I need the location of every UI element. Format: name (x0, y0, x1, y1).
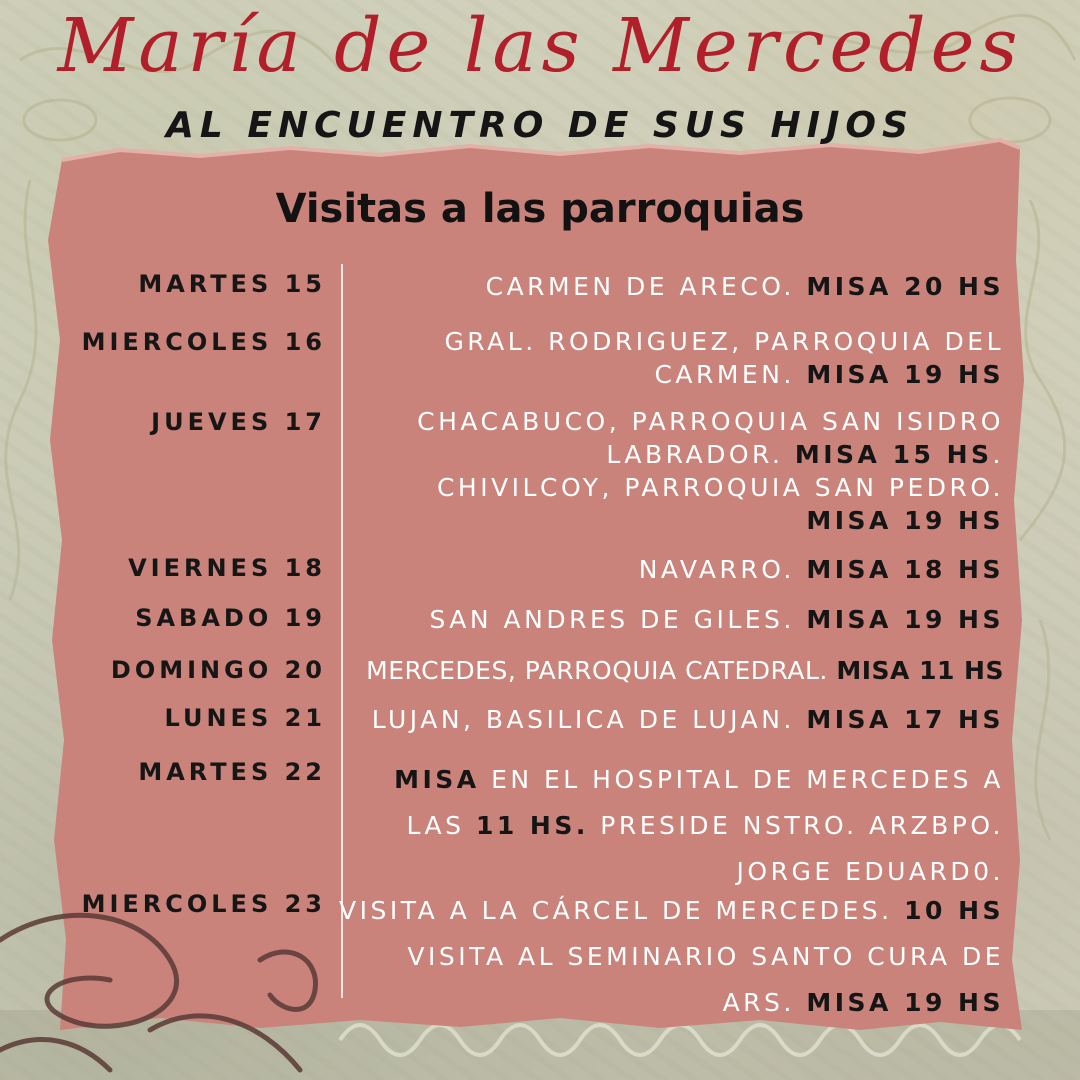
mass-time-text: MISA 20 HS (806, 272, 1004, 301)
schedule-description (417, 405, 1004, 537)
mass-time-text: MISA 19 HS (806, 988, 1004, 1017)
schedule-description-line (417, 471, 1004, 504)
schedule-description-line (639, 553, 1004, 586)
schedule-description (429, 603, 1004, 636)
location-text: CARMEN DE ARECO. (485, 272, 807, 301)
schedule-description-line (372, 703, 1004, 736)
location-text: CARMEN. (654, 360, 807, 389)
schedule-description (372, 703, 1004, 736)
mass-time-text: MISA 11 HS (836, 656, 1004, 685)
schedule-description (639, 553, 1004, 586)
schedule-description-line (417, 438, 1004, 471)
schedule-description-line (339, 934, 1004, 980)
schedule-description-line (417, 405, 1004, 438)
location-text: VISITA AL SEMINARIO SANTO CURA DE (407, 942, 1004, 971)
schedule-day: MIERCOLES 16 (81, 328, 326, 356)
schedule-day: MIERCOLES 23 (81, 890, 326, 918)
schedule-description-line (366, 654, 1004, 687)
mass-time-text: MISA 17 HS (806, 705, 1004, 734)
schedule-day: JUEVES 17 (151, 408, 326, 436)
schedule-description (394, 757, 1004, 895)
schedule-description-line (417, 504, 1004, 537)
schedule-day: VIERNES 18 (128, 554, 326, 582)
mass-time-text: MISA (394, 765, 480, 794)
section-heading: Visitas a las parroquias (275, 186, 805, 232)
location-text: LAS (406, 811, 476, 840)
location-text: EN EL HOSPITAL DE MERCEDES A (479, 765, 1004, 794)
location-text: LUJAN, BASILICA DE LUJAN. (371, 705, 807, 734)
mass-time-text: MISA 19 HS (806, 360, 1004, 389)
mass-time-text: MISA 15 HS (794, 440, 993, 469)
location-text: NAVARRO. (638, 555, 807, 584)
schedule-description-line (394, 803, 1004, 849)
schedule-description (444, 325, 1004, 391)
schedule-description-line (429, 603, 1004, 636)
location-text: ARS. (722, 988, 807, 1017)
schedule-day: DOMINGO 20 (110, 656, 326, 684)
schedule-description (339, 888, 1004, 1026)
schedule-day: MARTES 22 (138, 758, 326, 786)
schedule-description (486, 270, 1004, 303)
schedule-description-line (394, 757, 1004, 803)
location-text: . (992, 440, 1004, 469)
schedule-description-line (444, 325, 1004, 358)
location-text: SAN ANDRES DE GILES. (429, 605, 807, 634)
schedule-description (366, 654, 1004, 687)
mass-time-text: MISA 18 HS (806, 555, 1004, 584)
mass-time-text: 11 HS. (475, 811, 589, 840)
schedule-description-line (444, 358, 1004, 391)
location-text: PRESIDE NSTRO. ARZBPO. (588, 811, 1004, 840)
location-text: VISITA A LA CÁRCEL DE MERCEDES. (339, 896, 905, 925)
mass-time-text: MISA 19 HS (806, 605, 1004, 634)
schedule-day: MARTES 15 (138, 270, 326, 298)
poster-title: María de las Mercedes (57, 3, 1023, 89)
location-text: CHACABUCO, PARROQUIA SAN ISIDRO (417, 407, 1004, 436)
poster-subtitle: AL ENCUENTRO DE SUS HIJOS (166, 105, 914, 146)
location-text: JORGE EDUARD0. (736, 857, 1004, 886)
location-text: GRAL. RODRIGUEZ, PARROQUIA DEL (444, 327, 1004, 356)
schedule-day: LUNES 21 (164, 704, 326, 732)
schedule-description-line (486, 270, 1004, 303)
location-text: LABRADOR. (606, 440, 795, 469)
schedule-description-line (339, 888, 1004, 934)
location-text: MERCEDES, PARROQUIA CATEDRAL. (366, 656, 837, 685)
mass-time-text: MISA 19 HS (806, 506, 1004, 535)
location-text: CHIVILCOY, PARROQUIA SAN PEDRO. (436, 473, 1004, 502)
schedule-description-line (339, 980, 1004, 1026)
mass-time-text: 10 HS (904, 896, 1004, 925)
schedule-day: SABADO 19 (135, 604, 326, 632)
